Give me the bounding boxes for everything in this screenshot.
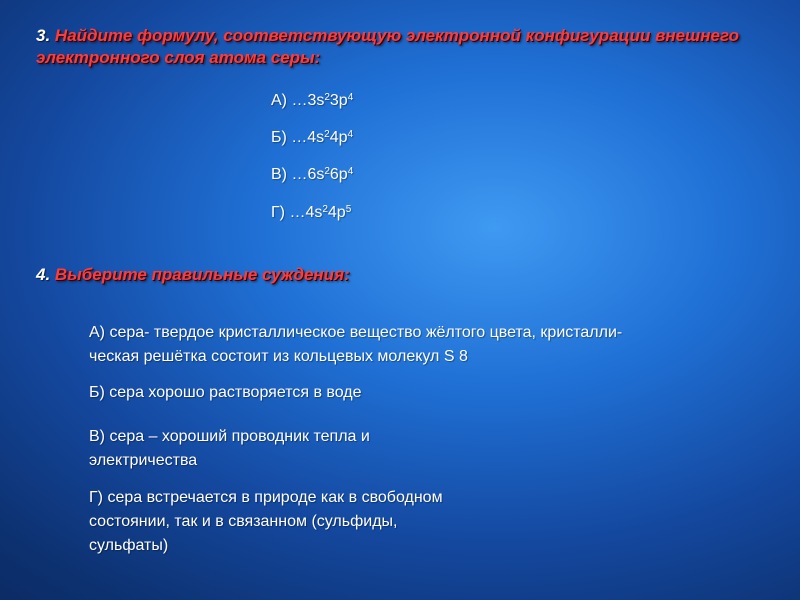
question-4-number: 4.	[36, 265, 51, 284]
q3-option-d	[271, 203, 351, 223]
q4-option-b	[89, 381, 362, 405]
q3-option-b	[271, 128, 353, 148]
q4-option-d	[89, 486, 443, 558]
q4-option-c-line-2: электричества	[89, 452, 198, 469]
q3-option-a-mid: 3p	[329, 92, 348, 109]
q4-option-d-line-1: Г) сера встречается в природе как в свободном	[89, 489, 443, 506]
q3-option-c	[271, 165, 353, 185]
q3-option-a-label: А) …3s	[271, 92, 325, 109]
q3-option-c-label: В) …6s	[271, 166, 325, 183]
q4-option-c-line-1: В) сера – хороший проводник тепла и	[89, 428, 370, 445]
question-3-title	[36, 25, 776, 69]
q4-option-b-line-1: Б) сера хорошо растворяется в воде	[89, 384, 362, 401]
question-3-number: 3.	[36, 26, 51, 45]
question-4-text: Выберите правильные суждения:	[54, 265, 350, 284]
q3-option-c-exp-s: 2	[324, 166, 330, 177]
q3-option-a	[271, 91, 353, 111]
q3-option-d-label: Г) …4s	[271, 204, 323, 221]
q3-option-a-exp-p: 4	[347, 92, 354, 103]
q3-option-d-mid: 4p	[327, 204, 346, 221]
q3-option-b-label: Б) …4s	[271, 129, 325, 146]
q4-option-a	[89, 321, 622, 369]
q3-option-c-mid: 6p	[329, 166, 348, 183]
q4-option-d-line-2: состоянии, так и в связанном (сульфиды,	[89, 513, 398, 530]
q4-option-a-line-1: А) сера- твердое кристаллическое вещество жёлтого цвета, кристалли-	[89, 324, 623, 341]
q3-option-d-exp-s: 2	[322, 204, 328, 215]
question-4-title	[36, 264, 636, 286]
q3-option-b-mid: 4p	[329, 129, 348, 146]
q4-option-a-line-2: ческая решётка состоит из кольцевых молекул S 8	[89, 348, 468, 365]
q3-option-b-exp-p: 4	[347, 129, 354, 140]
q3-option-d-exp-p: 5	[345, 204, 352, 215]
q3-option-b-exp-s: 2	[324, 129, 330, 140]
question-3-text: Найдите формулу, соответствующую электронной конфигурации внешнего электронного слоя атома серы:	[36, 26, 739, 67]
q3-option-c-exp-p: 4	[347, 166, 354, 177]
q3-option-a-exp-s: 2	[324, 92, 330, 103]
q4-option-d-line-3: сульфаты)	[89, 537, 169, 554]
q4-option-c	[89, 425, 370, 473]
